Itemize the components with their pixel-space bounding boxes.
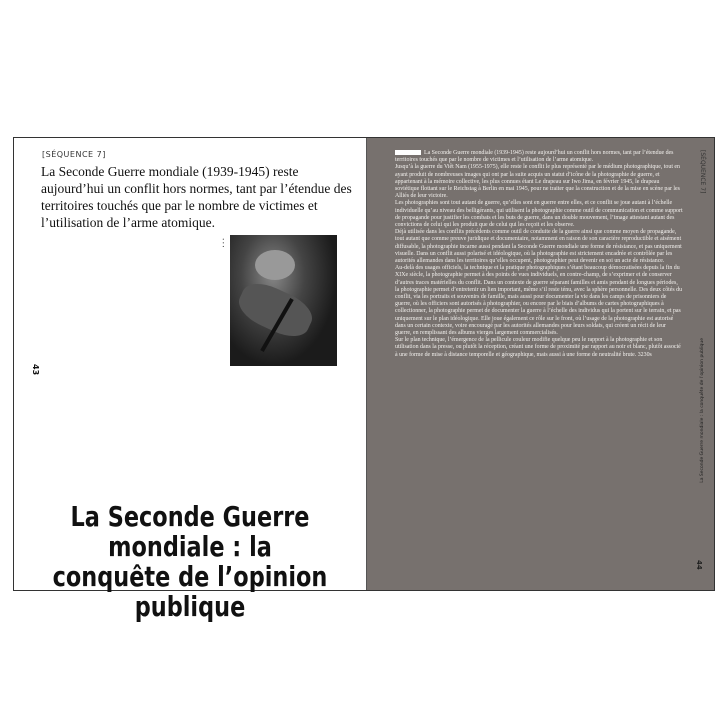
paragraph [395,150,683,164]
left-page [14,138,366,623]
paragraph: Les photographies sont tout autant de guerre, qu’elles sont en guerre entre elles, et ce conflit se joue autant à l’échelle individuelle qu’au niveau des belligérants, qui utilisent la photographie comme outil de communication et comme support de propagande pour justifier les combats et les buts de guerre, dans un double mouvement, l’image attestant autant des convictions de celui qui les produit que de celui qui les reçoit et les observe. [395,200,683,229]
paragraph: Au-delà des usages officiels, la technique et la pratique photographiques s’étant beaucoup démocratisées depuis la fin du XIXe siècle, la photographie permet à des points de vues individuels, en contre-champ, de s’exprimer et de conserver d’autres traces matérielles du conflit. Dans un contexte de guerre séparant familles et amis pendant de longues périodes, la photographie permet d’entretenir un lien important, même s’il reste ténu, avec la sphère personnelle. Des deux côtés du conflit, via les portraits et souvenirs de famille, mais aussi pour documenter la vie dans les camps de prisonniers de guerre, où les officiers sont autorisés à photographier, ou encore par le biais d’albums de cartes photographiques à collectionner, la photographie permet de documenter la guerre à l’échelle des individus qui la portent sur le terrain, et pas uniquement sur le plan idéologique. Elle joue également ce rôle sur le front, où l’usage de la photographie est autorisé dans un certain contexte, voire encouragé par les autorités allemandes pour leurs soldats, qui créent un récit de leur guerre, en remplissant des albums vierges largement commercialisés. [395,265,683,337]
paragraph: Sur le plan technique, l’émergence de la pellicule couleur modifie quelque peu le rapport à la photographie et son utilisation dans la presse, ou plutôt la réception, créant une forme de proximité par rapport au noir et blanc, plutôt associé à une forme de mise à distance temporelle et géographique, mais aussi à une forme de neutralité brute. 3230s [395,337,681,358]
running-title: La Seconde Guerre mondiale : la conquête de l’opinion publique [700,338,705,483]
chapter-title: La Seconde Guerre mondiale : la conquête de l’opinion publique [52,500,328,623]
intro-text: La Seconde Guerre mondiale (1939-1945) reste aujourd’hui un conflit hors normes, tant par l’étendue des territoires touchés que par le nombre de victimes et l’utilisation de l’arme atomique. [41,164,352,230]
page-number: 44 [695,560,703,570]
marker-bar [395,150,421,155]
body-text [395,150,683,359]
paragraph-text: La Seconde Guerre mondiale (1939-1945) reste aujourd’hui un conflit hors normes, tant par l’étendue des territoires touchés que par le nombre de victimes et l’utilisation de l’arme atomique. [395,150,674,164]
paragraph: Jusqu’à la guerre du Viêt Nam (1955-1975), elle reste le conflit le plus représenté par le médium photographique, tout en ayant produit de nombreuses images qui ont par la suite acquis un statut d’icône de la photographie de guerre, et appartenant à la mémoire collective, les plus connues étant Le drapeau sur Iwo Jima, en février 1945, le drapeau soviétique flottant sur le Reichstag à Berlin en mai 1945, pour ne traiter que la construction et de la mise en scène par les Alliés de leur victoire. [395,164,680,200]
photo-credit: • • • [221,238,226,248]
sequence-label-vertical: [SÉQUENCE 7] [699,150,706,194]
paragraph: Déjà utilisée dans les conflits précédents comme outil de conduite de la guerre ainsi que comme moyen de propagande, tout autant que comme preuve juridique et documentaire, notamment en raison de son caractère reproductible et aisément diffusable, la photographie incarne aussi pendant la Seconde Guerre mondiale une forme de résistance, et pas uniquement visuelle. Dans un conflit aussi polarisé et idéologique, où la photographie est strictement encadrée et contrôlée par les autorités allemandes dans les territoires qu’elles occupent, photographier peut devenir en soi un acte de résistance. [395,229,682,265]
page-number: 43 [31,364,40,376]
book-spread [13,137,715,623]
war-photograph [230,235,337,366]
right-page [366,138,714,590]
sequence-label: [SÉQUENCE 7] [42,150,106,159]
